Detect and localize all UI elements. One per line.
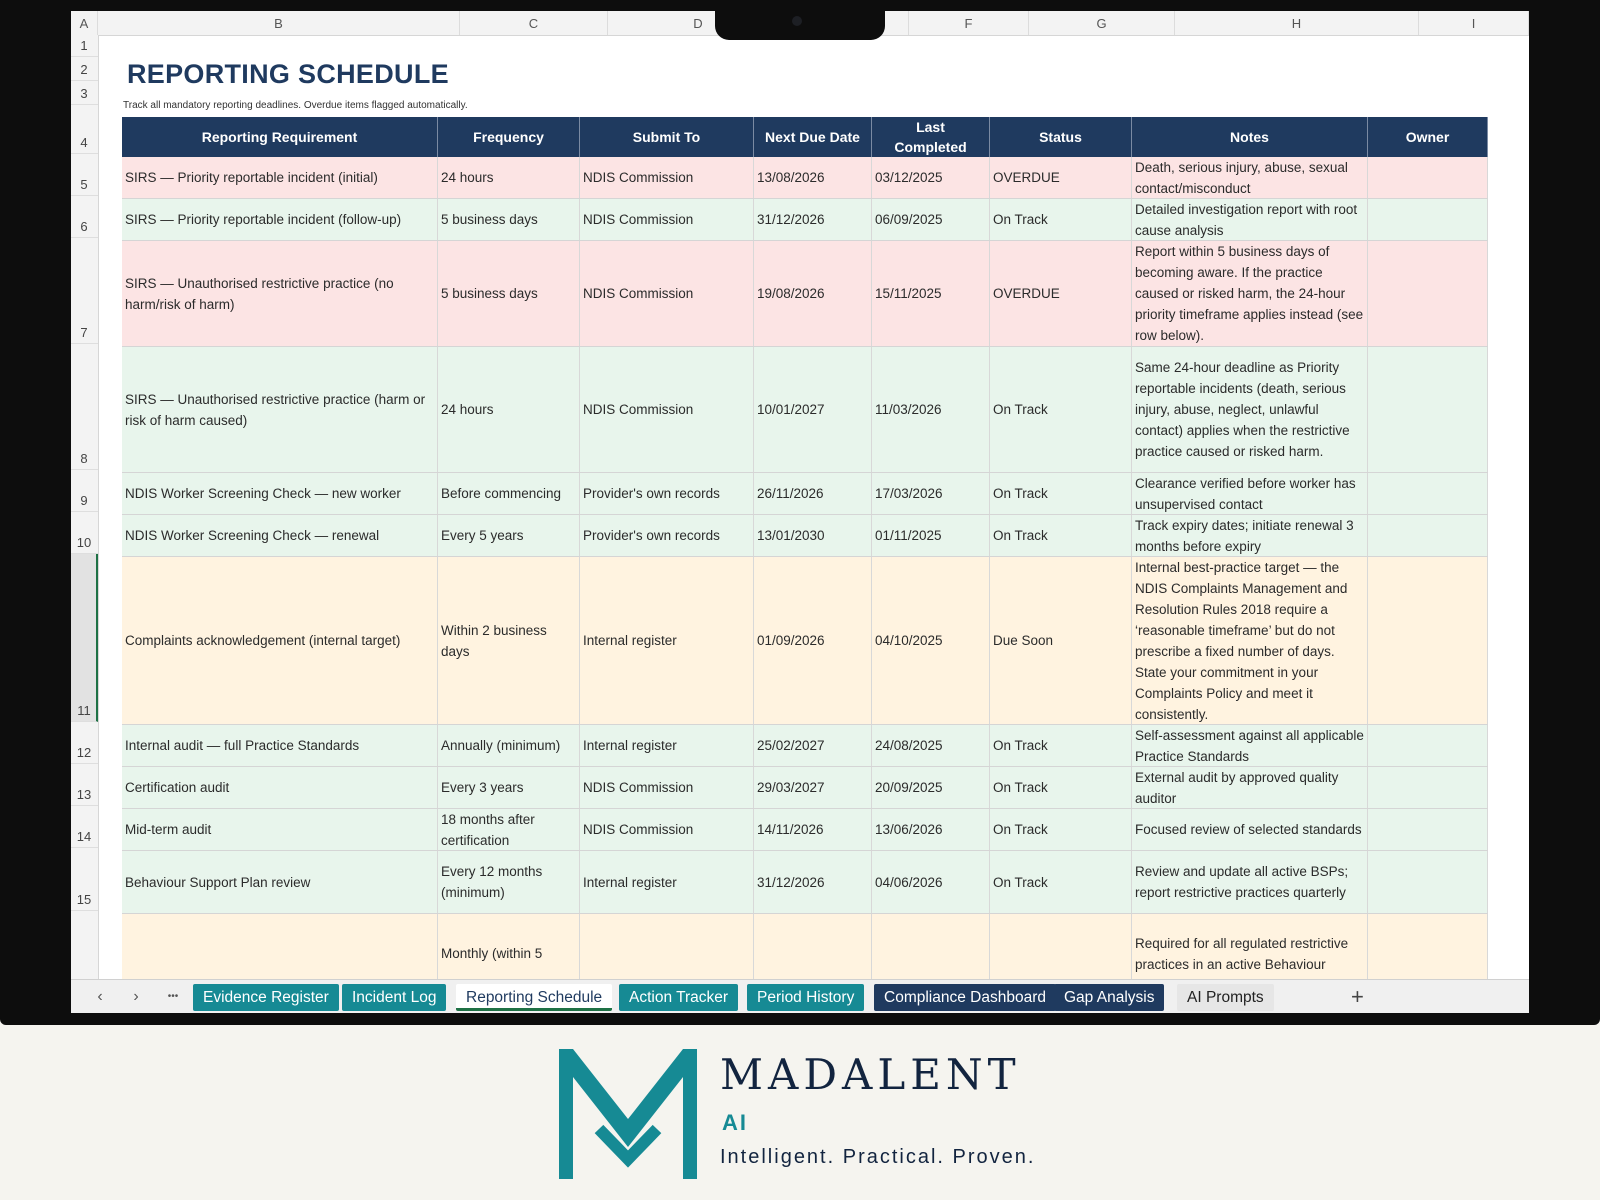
requirement-cell[interactable]: Certification audit xyxy=(122,767,438,808)
notes-cell[interactable]: Same 24-hour deadline as Priority reportable incidents (death, serious injury, abuse, neglect, unlawful contact) applies when the restrictive practice caused or risked harm. xyxy=(1132,347,1368,472)
notes-cell[interactable]: Required for all regulated restrictive practices in an active Behaviour xyxy=(1132,914,1368,979)
owner-cell[interactable] xyxy=(1368,157,1488,198)
row-header-6[interactable] xyxy=(71,196,98,238)
requirement-cell[interactable]: SIRS — Priority reportable incident (follow-up) xyxy=(122,199,438,240)
row-header-7[interactable] xyxy=(71,238,98,344)
owner-cell[interactable] xyxy=(1368,557,1488,724)
status-cell[interactable]: On Track xyxy=(990,473,1132,514)
requirement-cell[interactable]: SIRS — Unauthorised restrictive practice (harm or risk of harm caused) xyxy=(122,347,438,472)
row-number: 11 xyxy=(77,703,91,718)
requirement-cell[interactable]: SIRS — Priority reportable incident (initial) xyxy=(122,157,438,198)
owner-cell[interactable] xyxy=(1368,515,1488,556)
row-header-15[interactable] xyxy=(71,848,98,911)
row-header-3[interactable] xyxy=(71,81,98,105)
status-cell[interactable]: On Track xyxy=(990,199,1132,240)
status-cell[interactable]: On Track xyxy=(990,725,1132,766)
sheet-title[interactable]: REPORTING SCHEDULE xyxy=(127,59,449,89)
status-cell[interactable]: On Track xyxy=(990,851,1132,913)
brand-ai: AI xyxy=(722,1110,748,1135)
data-grid xyxy=(122,117,1488,979)
table-row xyxy=(122,557,1488,725)
owner-cell[interactable] xyxy=(1368,241,1488,346)
row-number: 9 xyxy=(80,493,88,508)
status-cell[interactable] xyxy=(990,914,1132,979)
frequency-cell[interactable]: 18 months after certification xyxy=(438,809,580,850)
notes-cell[interactable]: Track expiry dates; initiate renewal 3 months before expiry xyxy=(1132,515,1368,556)
row-number: 10 xyxy=(76,535,92,550)
frequency-cell[interactable]: Every 12 months (minimum) xyxy=(438,851,580,913)
submit-to-cell[interactable] xyxy=(580,914,754,979)
status-cell[interactable]: OVERDUE xyxy=(990,241,1132,346)
more-sheets-icon[interactable]: ••• xyxy=(167,991,179,1002)
row-header-12[interactable] xyxy=(71,722,98,764)
row-number: 6 xyxy=(80,219,88,234)
last-completed-cell[interactable]: 11/03/2026 xyxy=(872,347,990,472)
last-completed-cell[interactable]: 06/09/2025 xyxy=(872,199,990,240)
next-due-date-cell[interactable]: 31/12/2026 xyxy=(754,851,872,913)
submit-to-cell[interactable]: Provider's own records xyxy=(580,473,754,514)
last-completed-cell[interactable]: 04/06/2026 xyxy=(872,851,990,913)
table-row xyxy=(122,809,1488,851)
camera-icon xyxy=(792,16,802,26)
chevron-left-icon[interactable]: ‹ xyxy=(97,988,103,1005)
last-completed-cell[interactable]: 03/12/2025 xyxy=(872,157,990,198)
row-number: 4 xyxy=(80,135,88,150)
submit-to-cell[interactable]: NDIS Commission xyxy=(580,199,754,240)
status-cell[interactable]: On Track xyxy=(990,515,1132,556)
requirement-cell[interactable]: Internal audit — full Practice Standards xyxy=(122,725,438,766)
table-row xyxy=(122,347,1488,473)
next-due-date-cell[interactable]: 29/03/2027 xyxy=(754,767,872,808)
submit-to-cell[interactable]: NDIS Commission xyxy=(580,347,754,472)
next-due-date-cell[interactable]: 14/11/2026 xyxy=(754,809,872,850)
row-number: 8 xyxy=(80,451,88,466)
row-number: 14 xyxy=(76,829,92,844)
row-header-4[interactable] xyxy=(71,105,98,154)
sheet-tab-action-tracker[interactable]: Action Tracker xyxy=(619,984,738,1011)
sheet-tab-evidence-register[interactable]: Evidence Register xyxy=(193,984,339,1011)
submit-to-cell[interactable]: NDIS Commission xyxy=(580,157,754,198)
next-due-date-cell[interactable]: 13/08/2026 xyxy=(754,157,872,198)
last-completed-cell[interactable]: 15/11/2025 xyxy=(872,241,990,346)
table-header-row xyxy=(122,117,1488,157)
table-row xyxy=(122,241,1488,347)
column-header-b[interactable]: B xyxy=(98,11,460,35)
frequency-cell[interactable]: 5 business days xyxy=(438,199,580,240)
owner-cell[interactable] xyxy=(1368,914,1488,979)
row-header-1[interactable] xyxy=(71,35,98,57)
frequency-cell[interactable]: 24 hours xyxy=(438,157,580,198)
next-due-date-cell[interactable]: 19/08/2026 xyxy=(754,241,872,346)
row-number: 12 xyxy=(76,745,92,760)
row-number: 13 xyxy=(76,787,92,802)
row-number: 1 xyxy=(80,38,88,53)
last-completed-cell[interactable]: 17/03/2026 xyxy=(872,473,990,514)
row-header-13[interactable] xyxy=(71,764,98,806)
notes-cell[interactable]: Detailed investigation report with root cause analysis xyxy=(1132,199,1368,240)
table-row xyxy=(122,157,1488,199)
table-row xyxy=(122,515,1488,557)
row-number: 2 xyxy=(80,62,88,77)
submit-to-cell[interactable]: NDIS Commission xyxy=(580,241,754,346)
next-due-date-cell[interactable]: 13/01/2030 xyxy=(754,515,872,556)
last-completed-cell[interactable] xyxy=(872,914,990,979)
owner-cell[interactable] xyxy=(1368,767,1488,808)
brand-name: MADALENT xyxy=(720,1050,1021,1099)
column-header-h[interactable]: H xyxy=(1175,11,1419,35)
submit-to-cell[interactable]: Provider's own records xyxy=(580,515,754,556)
row-header-11[interactable] xyxy=(71,554,98,722)
owner-cell[interactable] xyxy=(1368,809,1488,850)
owner-cell[interactable] xyxy=(1368,347,1488,472)
requirement-cell[interactable]: Mid-term audit xyxy=(122,809,438,850)
sheet-tab-reporting-schedule[interactable]: Reporting Schedule xyxy=(456,984,612,1011)
submit-to-cell[interactable]: Internal register xyxy=(580,557,754,724)
row-number: 15 xyxy=(76,892,92,907)
next-due-date-cell[interactable] xyxy=(754,914,872,979)
row-header-8[interactable] xyxy=(71,344,98,470)
column-heading[interactable]: Last Completed xyxy=(872,117,990,157)
notes-cell[interactable]: Focused review of selected standards xyxy=(1132,809,1368,850)
chevron-right-icon[interactable]: › xyxy=(133,988,139,1005)
frequency-cell[interactable]: Every 5 years xyxy=(438,515,580,556)
requirement-cell[interactable]: NDIS Worker Screening Check — new worker xyxy=(122,473,438,514)
requirement-cell[interactable]: SIRS — Unauthorised restrictive practice (no harm/risk of harm) xyxy=(122,241,438,346)
status-cell[interactable]: OVERDUE xyxy=(990,157,1132,198)
last-completed-cell[interactable]: 20/09/2025 xyxy=(872,767,990,808)
table-row xyxy=(122,767,1488,809)
table-row xyxy=(122,199,1488,241)
column-header-a[interactable]: A xyxy=(71,11,98,35)
requirement-cell[interactable]: NDIS Worker Screening Check — renewal xyxy=(122,515,438,556)
column-heading[interactable]: Reporting Requirement xyxy=(122,117,438,157)
submit-to-cell[interactable]: Internal register xyxy=(580,851,754,913)
row-header-strip xyxy=(71,35,99,979)
next-due-date-cell[interactable]: 10/01/2027 xyxy=(754,347,872,472)
column-heading[interactable]: Status xyxy=(990,117,1132,157)
sheet-tab-incident-log[interactable]: Incident Log xyxy=(342,984,446,1011)
table-row xyxy=(122,725,1488,767)
status-cell[interactable]: On Track xyxy=(990,347,1132,472)
notes-cell[interactable]: Self-assessment against all applicable Practice Standards xyxy=(1132,725,1368,766)
sheet-subtitle[interactable]: Track all mandatory reporting deadlines. Overdue items flagged automatically. xyxy=(123,100,468,111)
frequency-cell[interactable]: Every 3 years xyxy=(438,767,580,808)
sheet-tab-bar xyxy=(71,979,1529,1013)
next-due-date-cell[interactable]: 31/12/2026 xyxy=(754,199,872,240)
column-header-d[interactable]: D xyxy=(608,11,789,35)
add-sheet-icon[interactable]: + xyxy=(1351,984,1364,1009)
row-number: 7 xyxy=(80,325,88,340)
row-header-14[interactable] xyxy=(71,806,98,848)
frequency-cell[interactable]: Before commencing xyxy=(438,473,580,514)
status-cell[interactable]: On Track xyxy=(990,767,1132,808)
frequency-cell[interactable]: Within 2 business days xyxy=(438,557,580,724)
last-completed-cell[interactable]: 04/10/2025 xyxy=(872,557,990,724)
requirement-cell[interactable]: Behaviour Support Plan review xyxy=(122,851,438,913)
column-heading[interactable]: Next Due Date xyxy=(754,117,872,157)
table-row xyxy=(122,473,1488,515)
column-header-f[interactable]: F xyxy=(909,11,1029,35)
status-cell[interactable]: On Track xyxy=(990,809,1132,850)
sheet-tab-gap-analysis[interactable]: Gap Analysis xyxy=(1054,984,1164,1011)
notes-cell[interactable]: Internal best-practice target — the NDIS Complaints Management and Resolution Rules 2018 require a ‘reasonable timeframe’ but do not prescribe a fixed number of days. State your commitment in your Complaints Policy and meet it consistently. xyxy=(1132,557,1368,724)
table-row xyxy=(122,914,1488,979)
requirement-cell[interactable]: Complaints acknowledgement (internal target) xyxy=(122,557,438,724)
column-header-c[interactable]: C xyxy=(460,11,608,35)
submit-to-cell[interactable]: Internal register xyxy=(580,725,754,766)
last-completed-cell[interactable]: 01/11/2025 xyxy=(872,515,990,556)
frequency-cell[interactable]: Monthly (within 5 xyxy=(438,914,580,979)
last-completed-cell[interactable]: 13/06/2026 xyxy=(872,809,990,850)
row-number: 3 xyxy=(80,86,88,101)
owner-cell[interactable] xyxy=(1368,199,1488,240)
submit-to-cell[interactable]: NDIS Commission xyxy=(580,809,754,850)
column-heading[interactable]: Owner xyxy=(1368,117,1488,157)
brand-tagline: Intelligent. Practical. Proven. xyxy=(720,1146,1036,1168)
sheet-tab-period-history[interactable]: Period History xyxy=(747,984,864,1011)
owner-cell[interactable] xyxy=(1368,851,1488,913)
owner-cell[interactable] xyxy=(1368,725,1488,766)
column-heading[interactable]: Submit To xyxy=(580,117,754,157)
column-heading[interactable]: Frequency xyxy=(438,117,580,157)
sheet-tab-compliance-dashboard[interactable]: Compliance Dashboard xyxy=(874,984,1056,1011)
row-header-9[interactable] xyxy=(71,470,98,512)
frequency-cell[interactable]: 24 hours xyxy=(438,347,580,472)
madalent-logo-icon xyxy=(559,1049,697,1179)
notes-cell[interactable]: Death, serious injury, abuse, sexual contact/misconduct xyxy=(1132,157,1368,198)
notes-cell[interactable]: Report within 5 business days of becoming aware. If the practice caused or risked harm, the 24-hour priority timeframe applies instead (see row below). xyxy=(1132,241,1368,346)
column-header-g[interactable]: G xyxy=(1029,11,1175,35)
submit-to-cell[interactable]: NDIS Commission xyxy=(580,767,754,808)
owner-cell[interactable] xyxy=(1368,473,1488,514)
spreadsheet-window xyxy=(71,11,1529,1013)
row-header-2[interactable] xyxy=(71,57,98,81)
status-cell[interactable]: Due Soon xyxy=(990,557,1132,724)
notes-cell[interactable]: Clearance verified before worker has unsupervised contact xyxy=(1132,473,1368,514)
requirement-cell[interactable] xyxy=(122,914,438,979)
row-number: 5 xyxy=(80,177,88,192)
sheet-tab-ai-prompts[interactable]: AI Prompts xyxy=(1177,984,1274,1011)
row-header-10[interactable] xyxy=(71,512,98,554)
column-header-i[interactable]: I xyxy=(1419,11,1529,35)
column-heading[interactable]: Notes xyxy=(1132,117,1368,157)
next-due-date-cell[interactable]: 01/09/2026 xyxy=(754,557,872,724)
next-due-date-cell[interactable]: 26/11/2026 xyxy=(754,473,872,514)
frequency-cell[interactable]: Annually (minimum) xyxy=(438,725,580,766)
next-due-date-cell[interactable]: 25/02/2027 xyxy=(754,725,872,766)
notes-cell[interactable]: Review and update all active BSPs; report restrictive practices quarterly xyxy=(1132,851,1368,913)
notes-cell[interactable]: External audit by approved quality auditor xyxy=(1132,767,1368,808)
table-row xyxy=(122,851,1488,914)
last-completed-cell[interactable]: 24/08/2025 xyxy=(872,725,990,766)
frequency-cell[interactable]: 5 business days xyxy=(438,241,580,346)
row-header-5[interactable] xyxy=(71,154,98,196)
